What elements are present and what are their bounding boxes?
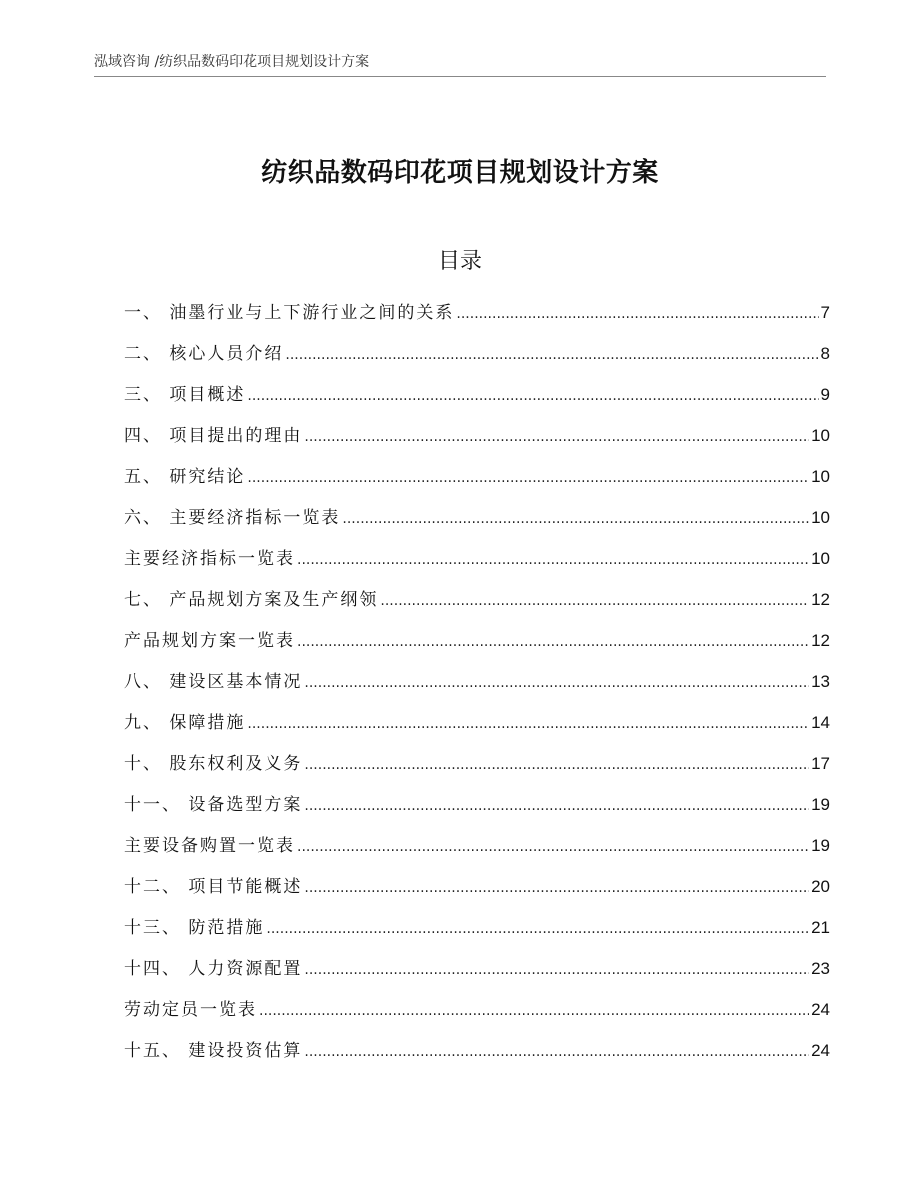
toc-dot-leader: [304, 1037, 809, 1067]
toc-entry-label: 四、 项目提出的理由: [124, 426, 303, 446]
toc-entry-label: 劳动定员一览表: [124, 1000, 257, 1020]
toc-dot-leader: [304, 422, 809, 452]
toc-entry[interactable]: [124, 544, 830, 585]
toc-entry-page: 24: [811, 1000, 830, 1019]
toc-entry-label: 主要设备购置一览表: [124, 836, 295, 856]
toc-entry-label: 六、 主要经济指标一览表: [124, 508, 341, 528]
toc-entry-page: 12: [811, 631, 830, 650]
toc-dot-leader: [297, 627, 809, 657]
toc-entry-label: 八、 建设区基本情况: [124, 672, 303, 692]
document-title: 纺织品数码印花项目规划设计方案: [261, 158, 659, 188]
toc-dot-leader: [304, 873, 809, 903]
toc-entry[interactable]: [124, 790, 830, 831]
toc-entry[interactable]: [124, 667, 830, 708]
toc-entry-label: 三、 项目概述: [124, 385, 246, 405]
toc-dot-leader: [266, 914, 809, 944]
toc-entry-page: 8: [820, 344, 830, 363]
toc-entry[interactable]: [124, 708, 830, 749]
running-header: 泓域咨询 /纺织品数码印花项目规划设计方案: [94, 54, 370, 70]
toc-entry[interactable]: [124, 626, 830, 667]
toc-entry-page: 19: [811, 836, 830, 855]
toc-entry-page: 9: [820, 385, 830, 404]
toc-entry-page: 10: [811, 508, 830, 527]
toc-entry-page: 17: [811, 754, 830, 773]
toc-entry[interactable]: [124, 831, 830, 872]
toc-dot-leader: [456, 299, 818, 329]
toc-entry-page: 13: [811, 672, 830, 691]
toc-dot-leader: [304, 955, 809, 985]
toc-entry[interactable]: [124, 503, 830, 544]
toc-entry[interactable]: [124, 462, 830, 503]
toc-entry-page: 20: [811, 877, 830, 896]
toc-entry[interactable]: [124, 913, 830, 954]
toc-entry[interactable]: [124, 339, 830, 380]
toc-entry[interactable]: [124, 749, 830, 790]
toc-dot-leader: [304, 791, 809, 821]
toc-dot-leader: [380, 586, 809, 616]
toc-dot-leader: [304, 668, 809, 698]
toc-entry-page: 21: [811, 918, 830, 937]
toc-dot-leader: [285, 340, 818, 370]
toc-entry-page: 12: [811, 590, 830, 609]
toc-entry-label: 九、 保障措施: [124, 713, 246, 733]
toc-entry-page: 10: [811, 467, 830, 486]
toc-entry-page: 23: [811, 959, 830, 978]
header-rule: [94, 76, 826, 77]
toc-entry-label: 五、 研究结论: [124, 467, 246, 487]
toc-entry-label: 二、 核心人员介绍: [124, 344, 284, 364]
toc-dot-leader: [247, 463, 809, 493]
toc-entry-page: 10: [811, 549, 830, 568]
table-of-contents: [124, 298, 830, 1077]
toc-entry-page: 7: [820, 303, 830, 322]
toc-entry-label: 主要经济指标一览表: [124, 549, 295, 569]
toc-dot-leader: [304, 750, 809, 780]
toc-entry-label: 十五、 建设投资估算: [124, 1041, 303, 1061]
toc-entry-label: 十、 股东权利及义务: [124, 754, 303, 774]
toc-entry-page: 24: [811, 1041, 830, 1060]
toc-entry-label: 七、 产品规划方案及生产纲领: [124, 590, 379, 610]
toc-entry[interactable]: [124, 380, 830, 421]
toc-dot-leader: [297, 832, 809, 862]
toc-entry[interactable]: [124, 585, 830, 626]
toc-entry-label: 十四、 人力资源配置: [124, 959, 303, 979]
toc-heading: 目录: [437, 249, 482, 274]
toc-entry-label: 十二、 项目节能概述: [124, 877, 303, 897]
toc-entry[interactable]: [124, 872, 830, 913]
toc-entry-label: 产品规划方案一览表: [124, 631, 295, 651]
toc-dot-leader: [297, 545, 809, 575]
toc-entry[interactable]: [124, 298, 830, 339]
toc-entry-label: 一、 油墨行业与上下游行业之间的关系: [124, 303, 455, 323]
toc-dot-leader: [342, 504, 809, 534]
toc-entry-label: 十一、 设备选型方案: [124, 795, 303, 815]
toc-entry-label: 十三、 防范措施: [124, 918, 265, 938]
toc-dot-leader: [247, 381, 818, 411]
toc-dot-leader: [247, 709, 809, 739]
toc-entry[interactable]: [124, 954, 830, 995]
toc-entry[interactable]: [124, 1036, 830, 1077]
toc-entry-page: 19: [811, 795, 830, 814]
toc-entry[interactable]: [124, 421, 830, 462]
toc-entry-page: 10: [811, 426, 830, 445]
toc-entry[interactable]: [124, 995, 830, 1036]
toc-dot-leader: [259, 996, 809, 1026]
toc-entry-page: 14: [811, 713, 830, 732]
